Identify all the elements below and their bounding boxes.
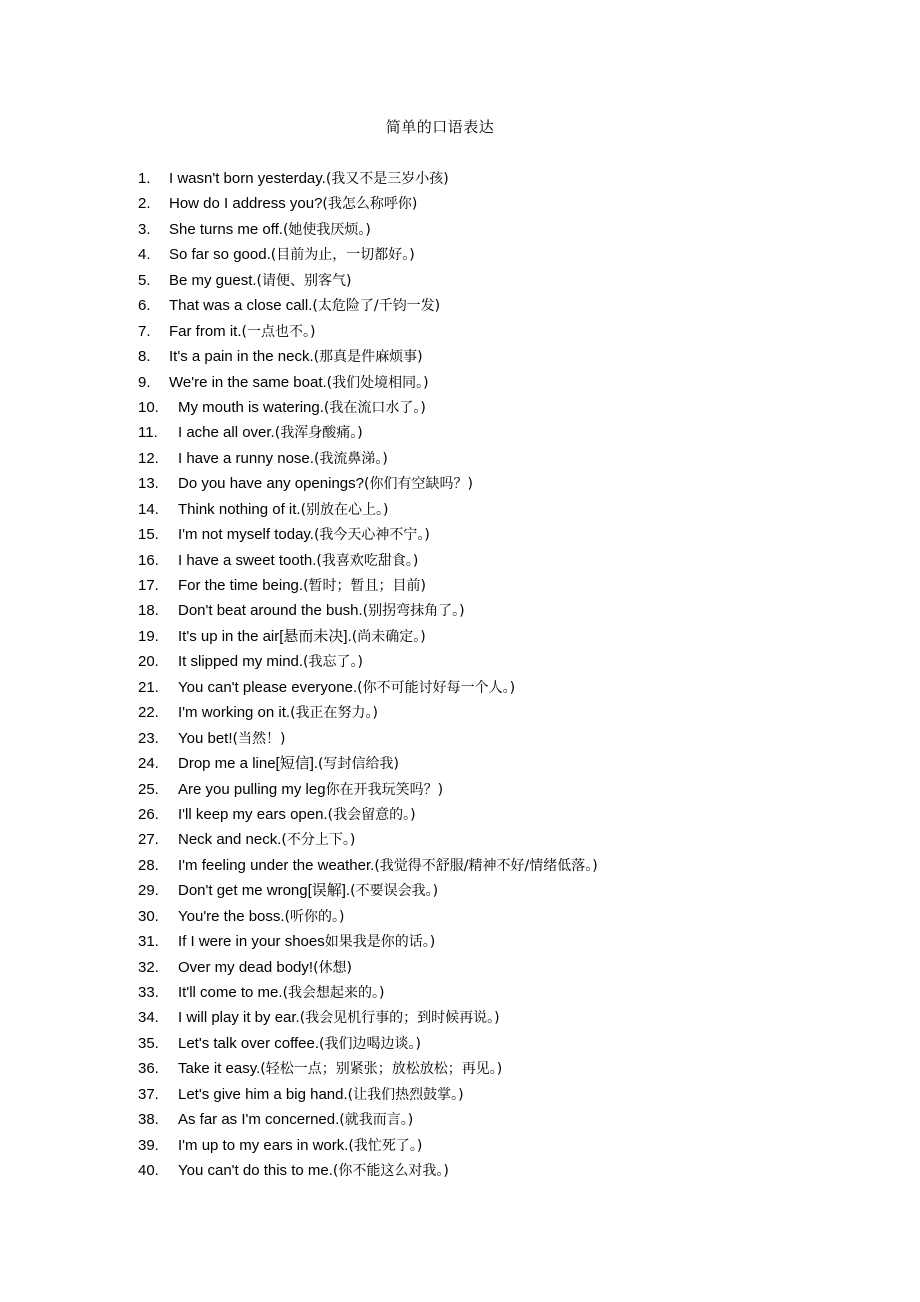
list-item [138, 1031, 898, 1056]
list-item [138, 293, 898, 318]
list-item [138, 624, 898, 649]
english-phrase: You can't please everyone. [178, 678, 358, 696]
list-item [138, 598, 898, 623]
english-phrase: That was a close call. [169, 297, 313, 315]
list-item [138, 268, 898, 293]
list-item [138, 827, 898, 852]
english-phrase: Let's give him a big hand. [178, 1085, 348, 1103]
list-item-number: 30. [138, 907, 159, 925]
english-phrase: Drop me a line[短信]. [178, 755, 319, 773]
chinese-translation: (你不可能讨好每一个人。) [357, 679, 516, 696]
chinese-translation: (你们有空缺吗？) [363, 476, 473, 493]
english-phrase: I'll keep my ears open. [178, 805, 328, 823]
chinese-translation: (让我们热烈鼓掌。) [347, 1086, 464, 1103]
list-item-number: 19. [138, 627, 159, 645]
english-phrase: She turns me off. [169, 220, 283, 238]
chinese-translation: (请便、别客气) [256, 272, 352, 289]
chinese-translation: (写封信给我) [318, 756, 399, 773]
list-item-number: 12. [138, 449, 159, 467]
list-item [138, 522, 898, 547]
chinese-translation: (听你的。) [284, 908, 345, 925]
chinese-translation: (我又不是三岁小孩) [325, 171, 449, 187]
english-phrase: Neck and neck. [178, 831, 282, 849]
list-item-number: 29. [138, 882, 159, 900]
document-title: 简单的口语表达 [385, 118, 495, 136]
list-item [138, 370, 898, 395]
phrase-list [138, 166, 898, 1184]
list-item [138, 395, 898, 420]
chinese-translation: (我们处境相同。) [326, 374, 429, 391]
english-phrase: I have a sweet tooth. [178, 551, 317, 569]
english-phrase: Think nothing of it. [178, 500, 301, 518]
list-item-number: 33. [138, 984, 159, 1001]
english-phrase: Don't beat around the bush. [178, 602, 363, 620]
list-item [138, 1056, 898, 1081]
english-phrase: I will play it by ear. [178, 1009, 300, 1027]
list-item-number: 21. [138, 678, 159, 696]
list-item [138, 980, 898, 1005]
chinese-translation: (目前为止，一切都好。) [270, 247, 415, 264]
english-phrase: Far from it. [169, 322, 242, 340]
list-item [138, 675, 898, 700]
list-item-number: 1. [138, 170, 151, 187]
list-item-number: 24. [138, 755, 159, 773]
list-item [138, 751, 898, 776]
chinese-translation: (你不能这么对我。) [332, 1163, 449, 1180]
english-phrase: It slipped my mind. [178, 653, 304, 671]
english-phrase: Don't get me wrong[误解]. [178, 882, 351, 900]
english-phrase: I'm up to my ears in work. [178, 1136, 349, 1154]
english-phrase: You bet! [178, 729, 233, 747]
list-item-number: 38. [138, 1111, 159, 1129]
list-item [138, 242, 898, 267]
list-item [138, 319, 898, 344]
english-phrase: Be my guest. [169, 271, 257, 289]
english-phrase: It's up in the air[悬而未决]. [178, 627, 352, 645]
chinese-translation: (我怎么称呼你) [322, 196, 418, 213]
list-item-number: 10. [138, 398, 159, 416]
list-item [138, 1158, 898, 1183]
chinese-translation: (太危险了/千钧一发) [312, 298, 441, 315]
list-item [138, 471, 898, 496]
english-phrase: Let's talk over coffee. [178, 1034, 319, 1052]
list-item-number: 27. [138, 831, 159, 849]
list-item [138, 344, 898, 369]
list-item-number: 22. [138, 704, 159, 722]
list-item [138, 802, 898, 827]
list-item [138, 955, 898, 980]
english-phrase: So far so good. [169, 246, 271, 264]
chinese-translation: (我们边喝边谈。) [319, 1035, 421, 1052]
list-item [138, 853, 898, 878]
list-item [138, 726, 898, 751]
chinese-translation: (休想) [313, 959, 353, 976]
list-item-number: 25. [138, 780, 159, 798]
chinese-translation: (我流鼻涕。) [313, 450, 388, 467]
english-phrase: It'll come to me. [178, 984, 283, 1001]
list-item-number: 7. [138, 322, 151, 340]
list-item-number: 15. [138, 526, 159, 544]
list-item-number: 40. [138, 1162, 159, 1180]
chinese-translation: (当然！) [232, 730, 286, 747]
english-phrase: Take it easy. [178, 1060, 261, 1078]
list-item [138, 1107, 898, 1132]
chinese-translation: (我觉得不舒服/精神不好/情绪低落。) [374, 857, 598, 874]
list-item [138, 904, 898, 929]
list-item-number: 9. [138, 373, 151, 391]
chinese-translation: 如果我是你的话。) [324, 934, 436, 951]
list-item-number: 37. [138, 1085, 159, 1103]
english-phrase: I'm feeling under the weather. [178, 856, 375, 874]
chinese-translation: (我浑身酸痛。) [274, 425, 363, 442]
list-item [138, 166, 898, 191]
chinese-translation: (我忙死了。) [348, 1137, 423, 1154]
list-item-number: 8. [138, 348, 151, 366]
english-phrase: You can't do this to me. [178, 1162, 333, 1180]
list-item-number: 20. [138, 653, 159, 671]
english-phrase: Over my dead body! [178, 958, 314, 976]
list-item [138, 777, 898, 802]
chinese-translation: (我会想起来的。) [282, 985, 385, 1001]
chinese-translation: (暂时；暂且；目前) [303, 578, 426, 594]
chinese-translation: (我喜欢吃甜食。) [316, 552, 419, 569]
list-item [138, 1133, 898, 1158]
list-item-number: 18. [138, 602, 159, 620]
list-item-number: 11. [138, 424, 158, 442]
chinese-translation: (我在流口水了。) [323, 399, 426, 416]
list-item-number: 32. [138, 958, 159, 976]
chinese-translation: (就我而言。) [339, 1112, 414, 1129]
list-item [138, 497, 898, 522]
english-phrase: As far as I'm concerned. [178, 1111, 340, 1129]
list-item [138, 649, 898, 674]
chinese-translation: (不要误会我。) [350, 883, 439, 900]
english-phrase: You're the boss. [178, 907, 285, 925]
list-item [138, 420, 898, 445]
list-item [138, 1005, 898, 1030]
chinese-translation: (别拐弯抹角了。) [362, 603, 465, 620]
list-item-number: 3. [138, 220, 151, 238]
list-item [138, 217, 898, 242]
list-item [138, 446, 898, 471]
list-item-number: 23. [138, 729, 159, 747]
chinese-translation: (一点也不。) [241, 323, 316, 340]
list-item [138, 700, 898, 725]
chinese-translation: (不分上下。) [281, 832, 356, 849]
list-item-number: 34. [138, 1009, 159, 1027]
chinese-translation: (我忘了。) [303, 654, 363, 671]
chinese-translation: (我会见机行事的；到时候再说。) [299, 1010, 500, 1027]
chinese-translation: (轻松一点；别紧张；放松放松；再见。) [260, 1061, 503, 1078]
chinese-translation: (别放在心上。) [300, 501, 389, 518]
list-item-number: 31. [138, 933, 159, 951]
list-item-number: 14. [138, 500, 159, 518]
chinese-translation: (我会留意的。) [327, 806, 416, 823]
list-item [138, 548, 898, 573]
english-phrase: My mouth is watering. [178, 398, 324, 416]
list-item-number: 17. [138, 577, 159, 594]
list-item-number: 26. [138, 805, 159, 823]
list-item [138, 878, 898, 903]
english-phrase: I ache all over. [178, 424, 275, 442]
english-phrase: I'm working on it. [178, 704, 291, 722]
english-phrase: I'm not myself today. [178, 526, 314, 544]
english-phrase: If I were in your shoes [178, 933, 325, 951]
list-item-number: 6. [138, 297, 151, 315]
english-phrase: For the time being. [178, 577, 304, 594]
english-phrase: Do you have any openings? [178, 475, 364, 493]
list-item-number: 5. [138, 271, 151, 289]
list-item-number: 16. [138, 551, 159, 569]
list-item [138, 573, 898, 598]
chinese-translation: (那真是件麻烦事) [313, 349, 423, 366]
english-phrase: It's a pain in the neck. [169, 348, 314, 366]
list-item-number: 4. [138, 246, 151, 264]
list-item-number: 35. [138, 1034, 159, 1052]
list-item [138, 929, 898, 954]
english-phrase: Are you pulling my leg [178, 780, 326, 798]
list-item [138, 191, 898, 216]
list-item-number: 36. [138, 1060, 159, 1078]
chinese-translation: (尚未确定。) [351, 628, 426, 645]
list-item-number: 13. [138, 475, 159, 493]
english-phrase: I have a runny nose. [178, 449, 314, 467]
chinese-translation: (我正在努力。) [290, 705, 379, 722]
chinese-translation: (她使我厌烦。) [282, 221, 371, 238]
chinese-translation: 你在开我玩笑吗？) [325, 781, 444, 798]
list-item-number: 2. [138, 195, 151, 213]
english-phrase: We're in the same boat. [169, 373, 327, 391]
english-phrase: How do I address you? [169, 195, 323, 213]
list-item-number: 28. [138, 856, 159, 874]
english-phrase: I wasn't born yesterday. [169, 170, 326, 187]
chinese-translation: (我今天心神不宁。) [313, 527, 430, 544]
list-item [138, 1082, 898, 1107]
list-item-number: 39. [138, 1136, 159, 1154]
